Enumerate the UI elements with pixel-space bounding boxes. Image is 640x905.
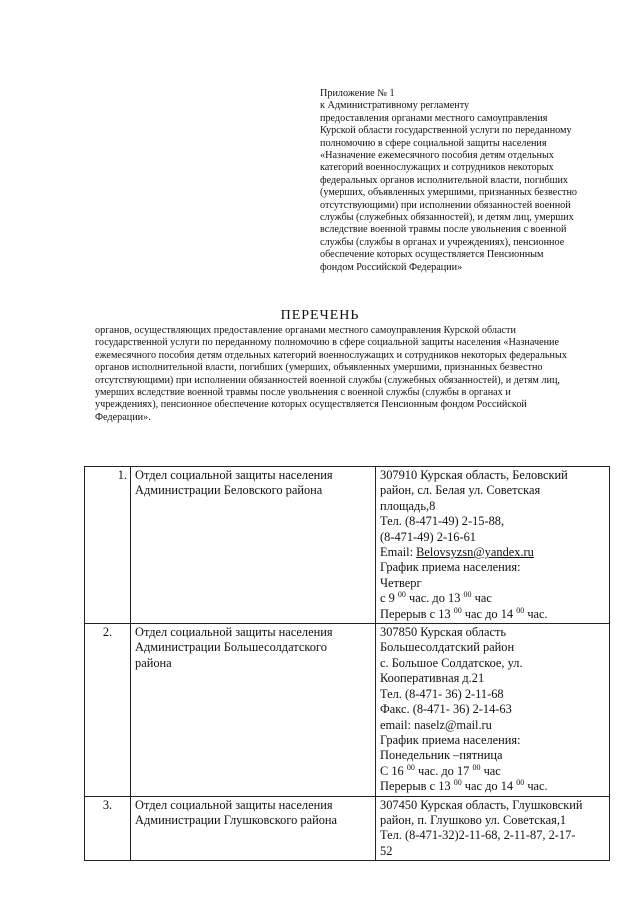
address-line: 307850 Курская область	[380, 625, 507, 640]
intro-line: государственной услуги по переданному полномочию в сфере социальной защиты населения «Назначение	[95, 337, 560, 349]
appendix-line: «Назначение ежемесячного пособия детям отдельных	[320, 150, 554, 162]
schedule-days: Четверг	[380, 575, 422, 590]
schedule-break: Перерыв с 13 $^{00}$ час до 14 $^{00}$ час.	[380, 605, 548, 621]
appendix-line: полномочию в сфере социальной защиты населения	[320, 137, 547, 149]
department-name: Отдел социальной защиты населения Администрации Большесолдатского района	[131, 624, 376, 796]
departments-table	[84, 466, 610, 861]
email-line: email: naselz@mail.ru	[380, 717, 492, 732]
table-row	[85, 467, 610, 624]
schedule-days: Понедельник –пятница	[380, 748, 503, 763]
intro-paragraph	[95, 325, 610, 424]
phone-line: (8-471-49) 2-16-61	[380, 529, 477, 544]
document-title: ПЕРЕЧЕНЬ	[280, 308, 360, 323]
email-link[interactable]: naselz@mail.ru	[414, 717, 492, 732]
appendix-header	[320, 88, 620, 274]
fax-line: Факс. (8-471- 36) 2-14-63	[380, 702, 512, 717]
appendix-line: отсутствующими) при исполнении обязанностей военной	[320, 199, 571, 211]
schedule-label: График приема населения:	[380, 732, 521, 747]
schedule-hours: с 9 $^{00}$ час. до 13 $^{00}$ час	[380, 590, 492, 606]
appendix-line: Приложение № 1	[320, 88, 395, 99]
phone-line: Тел. (8-471-32)2-11-68, 2-11-87, 2-17-	[380, 828, 576, 843]
address-line: 307910 Курская область, Беловский	[380, 468, 568, 482]
appendix-line: вследствие военной травмы после увольнения с военной	[320, 224, 567, 236]
intro-line: органов, осуществляющих предоставление органами местного самоуправления Курской области	[95, 325, 516, 336]
appendix-line: (умерших, объявленных умершими, признанных безвестно	[320, 187, 578, 199]
phone-line: Тел. (8-471- 36) 2-11-68	[380, 686, 504, 701]
table-row	[85, 796, 610, 861]
phone-line: Тел. (8-471-49) 2-15-88,	[380, 514, 505, 529]
intro-line: Федерации».	[95, 411, 151, 423]
department-contacts	[376, 624, 610, 796]
appendix-line: Курской области государственной услуги по переданному	[320, 125, 572, 137]
address-line: район, сл. Белая ул. Советская	[380, 483, 541, 498]
schedule-break: Перерыв с 13 $^{00}$ час до 14 $^{00}$ час.	[380, 778, 548, 794]
address-line: 307450 Курская область, Глушковский	[380, 797, 583, 812]
department-contacts	[376, 796, 610, 861]
appendix-line: фондом Российской Федерации»	[320, 261, 463, 273]
email-line: Email: Belovsyzsn@yandex.ru	[380, 545, 534, 560]
address-line: Кооперативная д.21	[380, 671, 485, 686]
phone-line: 52	[380, 843, 393, 858]
appendix-line: предоставления органами местного самоуправления	[320, 112, 548, 124]
table-row	[85, 624, 610, 796]
appendix-line: службы (служебных обязанностей), и детям лиц, умерших	[320, 212, 574, 224]
email-link[interactable]: Belovsyzsn@yandex.ru	[416, 545, 534, 560]
address-line: с. Большое Солдатское, ул.	[380, 655, 523, 670]
appendix-line: обеспечение которых осуществляется Пенсионным	[320, 249, 544, 261]
row-number: 2.	[85, 624, 131, 796]
address-line: площадь,8	[380, 498, 436, 513]
appendix-line: федеральных органов исполнительной власти, погибших	[320, 174, 569, 186]
department-contacts	[376, 467, 610, 624]
schedule-hours: С 16 $^{00}$ час. до 17 $^{00}$ час	[380, 762, 501, 778]
appendix-line: службы (службы в органах и учреждениях), пенсионное	[320, 236, 565, 248]
intro-line: отсутствующими) при исполнении обязанностей военной службы (служебных обязанностей), и детям лиц,	[95, 374, 560, 386]
row-number: 3.	[85, 796, 131, 861]
intro-line: умерших вследствие военной травмы после увольнения с военной службы (службы в органах и	[95, 387, 511, 399]
department-name: Отдел социальной защиты населения Администрации Глушковского района	[131, 796, 376, 861]
appendix-line: к Административному регламенту	[320, 100, 470, 112]
row-number: 1.	[85, 467, 131, 624]
address-line: Большесолдатский район	[380, 640, 515, 655]
intro-line: органов исполнительной власти, погибших (умерших, объявленных умершими, признанных безвестно	[95, 362, 543, 374]
appendix-line: категорий военнослужащих и сотрудников некоторых	[320, 162, 554, 174]
department-name: Отдел социальной защиты населения Администрации Беловского района	[131, 467, 376, 624]
schedule-label: График приема населения:	[380, 560, 521, 575]
intro-line: учреждениях), пенсионное обеспечение которых осуществляется Пенсионным фондом Российской	[95, 399, 527, 411]
intro-line: ежемесячного пособия детям отдельных категорий военнослужащих и сотрудников некоторых федеральных	[95, 349, 567, 361]
address-line: район, п. Глушково ул. Советская,1	[380, 812, 567, 827]
